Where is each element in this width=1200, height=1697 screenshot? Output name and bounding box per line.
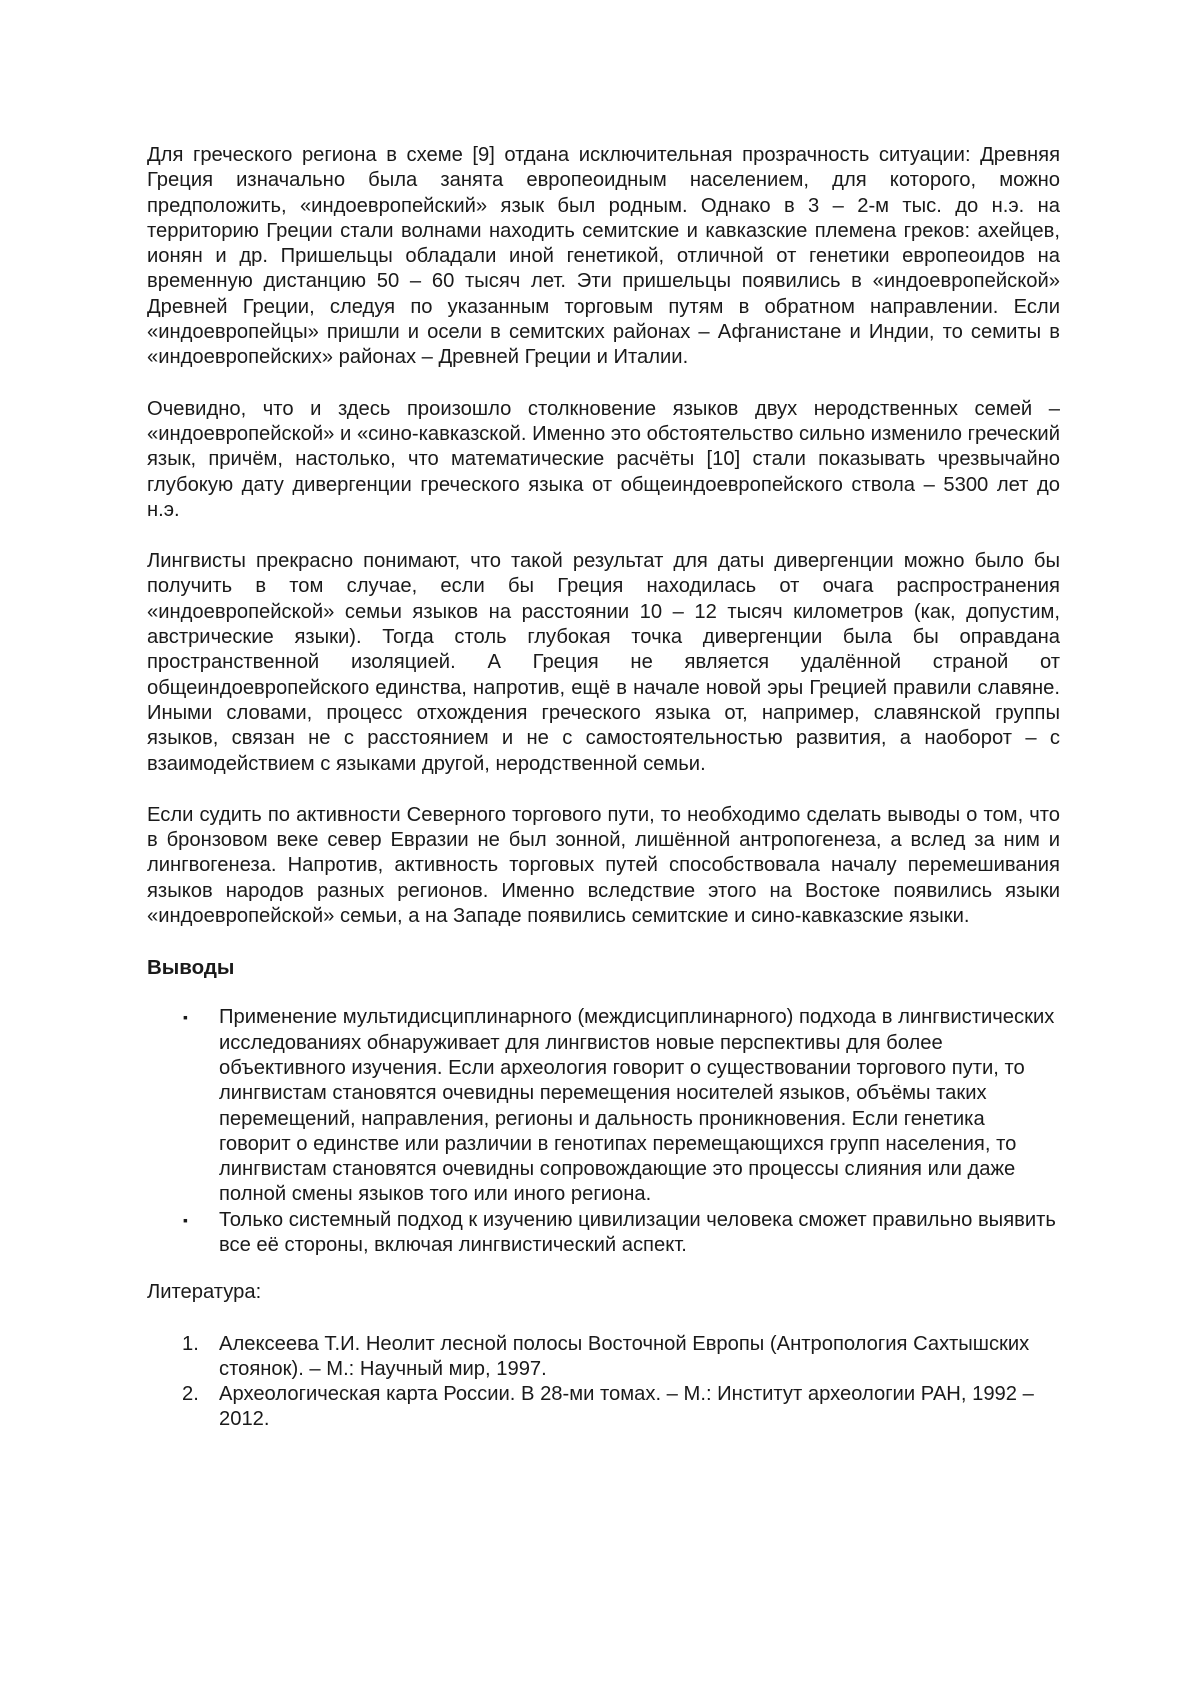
reference-number: 2. bbox=[182, 1383, 199, 1406]
reference-item bbox=[147, 1382, 1060, 1433]
bullet-icon: ▪ bbox=[183, 1009, 188, 1026]
list-item bbox=[147, 1208, 1060, 1259]
list-item-text: Применение мультидисциплинарного (междисциплинарного) подхода в лингвистических исследованиях обнаруживает для лингвистов новые перспективы для более объективного изучения. Если археология говорит о существовании торгового пути, то лингвистам становятся очевидны перемещения носителей языков, объёмы таких перемещений, направления, регионы и дальность проникновения. Если генетика говорит о единстве или различии в генотипах перемещающихся групп населения, то лингвистам становятся очевидны сопровождающие это процессы слияния или даже полной смены языков того или иного региона. bbox=[219, 1006, 1055, 1206]
reference-item bbox=[147, 1332, 1060, 1383]
reference-number: 1. bbox=[182, 1332, 199, 1355]
conclusions-list bbox=[147, 1005, 1060, 1258]
bullet-icon: ▪ bbox=[183, 1211, 188, 1228]
list-item-text: Только системный подход к изучению цивилизации человека сможет правильно выявить все её стороны, включая лингвистический аспект. bbox=[219, 1208, 1056, 1256]
document-page bbox=[147, 143, 1060, 1433]
body-paragraph: Очевидно, что и здесь произошло столкновение языков двух неродственных семей – «индоевропейской» и «сино-кавказской. Именно это обстоятельство сильно изменило греческий язык, причём, настолько, что математические расчёты [10] стали показывать чрезвычайно глубокую дату дивергенции греческого языка от общеиндоевропейского ствола – 5300 лет до н.э. bbox=[147, 397, 1060, 521]
body-paragraph: Если судить по активности Северного торгового пути, то необходимо сделать выводы о том, что в бронзовом веке север Евразии не был зонной, лишённой антропогенеза, а вслед за ним и лингвогенеза. Напротив, активность торговых путей способствовала началу перемешивания языков народов разных регионов. Именно вследствие этого на Востоке появились языки «индоевропейской» семьи, а на Западе появились семитские и сино-кавказские языки. bbox=[147, 803, 1060, 928]
reference-text: Алексеева Т.И. Неолит лесной полосы Восточной Европы (Антропология Сахтышских стоянок). – М.: Научный мир, 1997. bbox=[219, 1332, 1030, 1380]
body-paragraph: Для греческого региона в схеме [9] отдана исключительная прозрачность ситуации: Древняя Греция изначально была занята европеоидным населением, для которого, можно предположить, «индоевропейский» язык был родным. Однако в 3 – 2-м тыс. до н.э. на территорию Греции стали волнами находить семитские и кавказские племена греков: ахейцев, ионян и др. Пришельцы обладали иной генетикой, отличной от генетики европеоидов на временную дистанцию 50 – 60 тысяч лет. Эти пришельцы появились в «индоевропейской» Древней Греции, следуя по указанным торговым путям в обратном направлении. Если «индоевропейцы» пришли и осели в семитских районах – Афганистане и Индии, то семиты в «индоевропейских» районах – Древней Греции и Италии. bbox=[147, 144, 1060, 369]
list-item bbox=[147, 1005, 1060, 1207]
references-list bbox=[147, 1332, 1060, 1433]
conclusions-heading: Выводы bbox=[147, 956, 235, 980]
body-paragraph: Лингвисты прекрасно понимают, что такой результат для даты дивергенции можно было бы получить в том случае, если бы Греция находилась от очага распространения «индоевропейской» семьи языков на расстоянии 10 – 12 тысяч километров (как, допустим, австрические языки). Тогда столь глубокая точка дивергенции была бы оправдана пространственной изоляцией. А Греция не является удалённой страной от общеиндоевропейского единства, напротив, ещё в начале новой эры Грецией правили славяне. Иными словами, процесс отхождения греческого языка от, например, славянской группы языков, связан не с расстоянием и не с самостоятельностью развития, а наоборот – с взаимодействием с языками другой, неродственной семьи. bbox=[147, 550, 1060, 775]
reference-text: Археологическая карта России. В 28-ми томах. – М.: Институт археологии РАН, 1992 – 2012. bbox=[219, 1383, 1034, 1431]
literature-label: Литература: bbox=[147, 1281, 262, 1304]
